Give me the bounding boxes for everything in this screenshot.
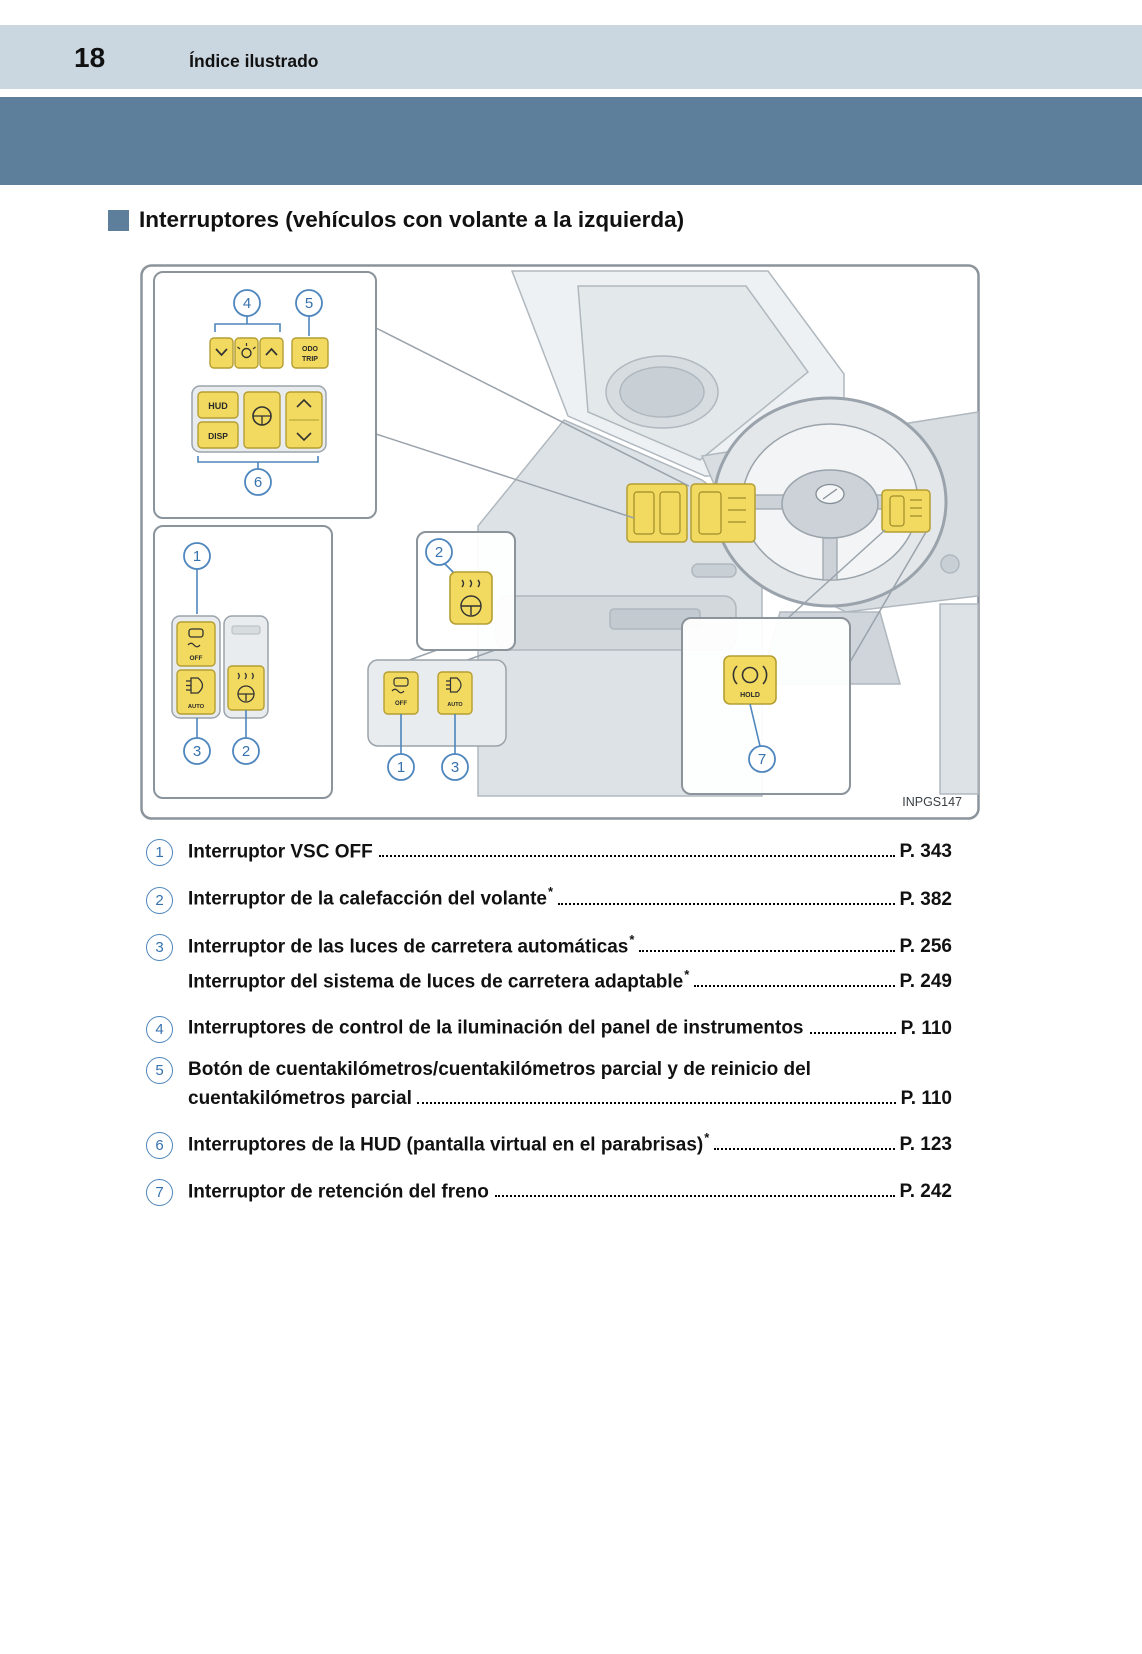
asterisk: *: [548, 884, 554, 900]
svg-text:3: 3: [192, 743, 202, 760]
dashboard-illustration: [140, 264, 980, 820]
dotted-leader: [379, 855, 895, 857]
dotted-leader: [810, 1032, 896, 1034]
callout-6: [245, 469, 271, 495]
dotted-leader: [558, 903, 894, 905]
callout-5: [296, 290, 322, 316]
index-item-5: [146, 1056, 952, 1112]
header-title: Índice ilustrado: [189, 51, 319, 71]
section-heading: [108, 207, 684, 233]
page-ref: P. 110: [900, 1087, 952, 1109]
page-ref: P. 110: [900, 1017, 952, 1039]
index-line: [146, 1172, 952, 1206]
index-item-3: [146, 927, 952, 996]
section-title: Interruptores (vehículos con volante a la izquierda): [139, 207, 685, 232]
figure: [140, 264, 980, 820]
item-label: cuentakilómetros parcial: [188, 1087, 412, 1109]
item-label: Interruptores de control de la iluminación del panel de instrumentos: [188, 1017, 804, 1039]
svg-text:7: 7: [757, 751, 767, 768]
dotted-leader: [714, 1148, 894, 1150]
index-line: [146, 1056, 952, 1084]
index-line: [146, 1125, 952, 1159]
callout-number: 2: [146, 887, 173, 914]
svg-text:3: 3: [450, 759, 460, 776]
svg-text:1: 1: [396, 759, 406, 776]
callout-number: 7: [146, 1179, 173, 1206]
item-label: Interruptor VSC OFF: [188, 841, 373, 863]
off-label: OFF: [189, 655, 203, 662]
svg-text:2: 2: [434, 544, 444, 561]
asterisk: *: [684, 966, 690, 982]
item-label: Botón de cuentakilómetros/cuentakilómetros parcial y de reinicio del: [188, 1058, 811, 1080]
asterisk: *: [704, 1129, 710, 1145]
page-ref: P. 242: [899, 1181, 952, 1203]
callout-3-left: [184, 738, 210, 764]
page-number: 18: [74, 42, 106, 73]
callout-1-bottom: [388, 754, 414, 780]
svg-text:1: 1: [192, 548, 202, 565]
dotted-leader: [694, 985, 894, 987]
item-label: Interruptor del sistema de luces de carretera adaptable: [188, 971, 684, 993]
callout-number: 4: [146, 1016, 173, 1043]
asterisk: *: [629, 931, 635, 947]
index-item-7: [146, 1172, 952, 1206]
svg-text:4: 4: [242, 295, 252, 312]
trip-label: TRIP: [302, 356, 318, 363]
callout-4: [234, 290, 260, 316]
auto-label: AUTO: [447, 702, 463, 708]
page-ref: P. 256: [899, 935, 952, 957]
index-line: [146, 962, 952, 995]
callout-number: 6: [146, 1132, 173, 1159]
callout-number: 1: [146, 839, 173, 866]
hud-label: HUD: [208, 401, 228, 411]
odo-trip-button: [292, 338, 328, 368]
item-text: [188, 879, 553, 912]
index-line: [146, 832, 952, 866]
callout-3-bottom: [442, 754, 468, 780]
section-bullet-square: [108, 210, 129, 231]
page-header-bar: [0, 25, 1142, 89]
index-item-1: [146, 832, 952, 866]
index-line: [146, 1008, 952, 1042]
illustrated-index-list: [146, 832, 952, 1219]
item-text: [188, 1085, 412, 1112]
callout-2-left: [233, 738, 259, 764]
index-item-2: [146, 879, 952, 913]
item-text: [188, 927, 634, 960]
index-item-6: [146, 1125, 952, 1159]
index-line: [146, 879, 952, 913]
wheel-heater-switch: [228, 666, 264, 710]
svg-text:6: 6: [253, 474, 263, 491]
auto-label: AUTO: [187, 704, 205, 710]
item-text: [188, 1056, 811, 1083]
page-ref: P. 382: [899, 888, 952, 910]
hold-label: HOLD: [740, 692, 760, 699]
callout-number: 5: [146, 1057, 173, 1084]
dotted-leader: [417, 1102, 896, 1104]
header-color-band: [0, 97, 1142, 185]
item-text: [188, 1008, 805, 1041]
dotted-leader: [639, 950, 894, 952]
figure-code: INPGS147: [902, 795, 962, 809]
callout-2-center: [426, 539, 452, 565]
index-line: [146, 1085, 952, 1112]
item-label: Interruptor de la calefacción del volante: [188, 888, 547, 910]
item-text: [188, 832, 374, 865]
page-ref: P. 343: [899, 841, 952, 863]
index-item-4: [146, 1008, 952, 1042]
page-ref: P. 249: [899, 971, 952, 993]
svg-text:5: 5: [304, 295, 314, 312]
odo-label: ODO: [302, 346, 318, 353]
page-ref: P. 123: [899, 1133, 952, 1155]
item-text: [188, 1172, 490, 1205]
lower-dash-switch-panel: [368, 660, 506, 754]
callout-1-left: [184, 543, 210, 569]
item-label: Interruptor de las luces de carretera automáticas: [188, 935, 629, 957]
item-text: [188, 1125, 709, 1158]
off-label: OFF: [395, 701, 407, 707]
svg-text:2: 2: [241, 743, 251, 760]
callout-7: [749, 746, 775, 772]
item-text: [188, 962, 689, 995]
disp-label: DISP: [208, 431, 228, 441]
index-line: [146, 927, 952, 961]
item-label: Interruptores de la HUD (pantalla virtual en el parabrisas): [188, 1133, 704, 1155]
dotted-leader: [495, 1195, 895, 1197]
item-label: Interruptor de retención del freno: [188, 1181, 489, 1203]
callout-number: 3: [146, 934, 173, 961]
